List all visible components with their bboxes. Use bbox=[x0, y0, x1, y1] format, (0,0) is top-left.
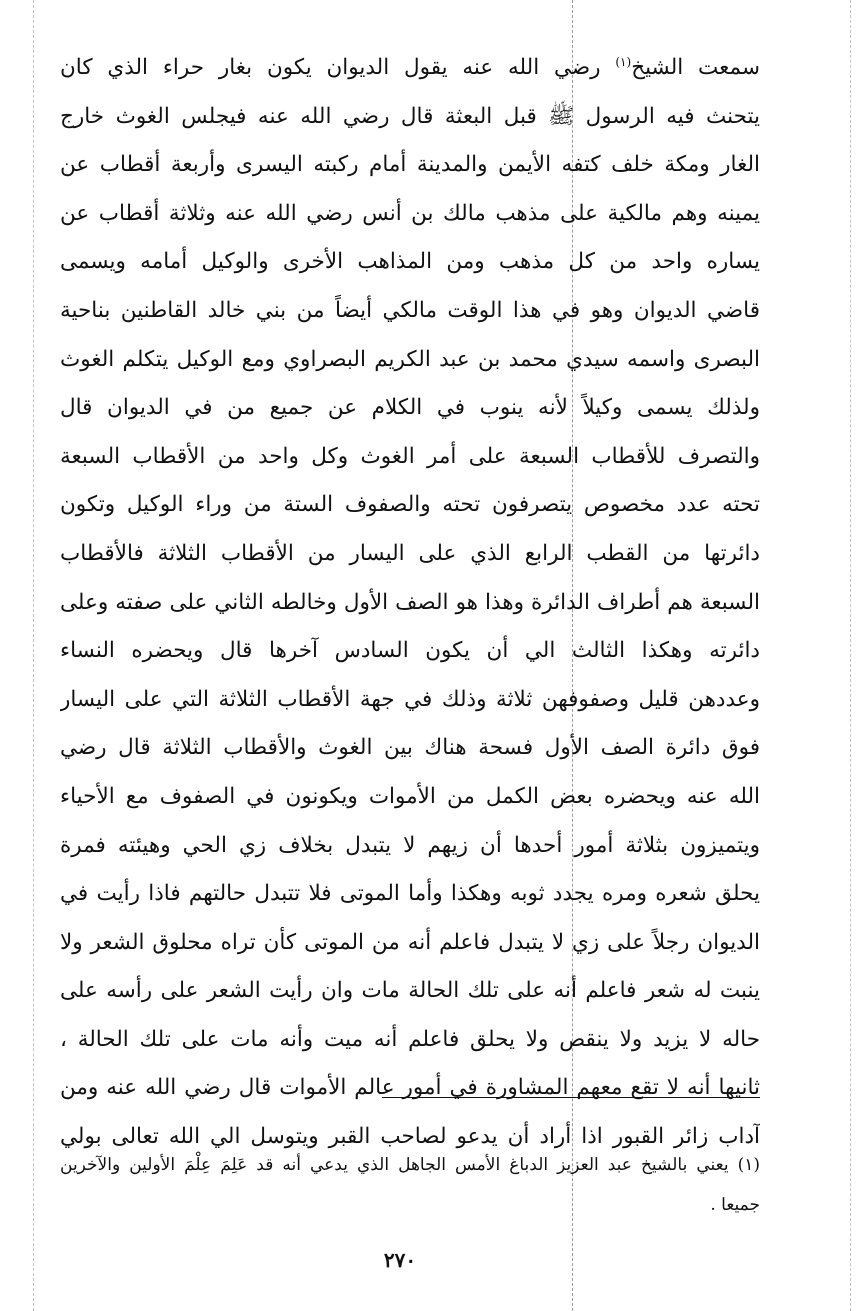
footnote-line-2: جميعا . bbox=[710, 1195, 760, 1215]
scan-edge-left bbox=[33, 0, 34, 1311]
footnote-marker[interactable]: (١) bbox=[615, 54, 632, 69]
text-line-1 bbox=[60, 44, 760, 93]
text-line-13: دائرته وهكذا الثالث الي أن يكون السادس آخرها قال ويحضره النساء bbox=[60, 638, 760, 664]
text-line-12: السبعة هم أطراف الدائرة وهذا هو الصف الأول وخالطه الثاني على صفته وعلى bbox=[60, 589, 760, 615]
text-line-15: فوق دائرة الصف الأول فسحة هناك بين الغوث والأقطاب الثلاثة قال رضي bbox=[60, 735, 760, 761]
footnote-block bbox=[60, 1145, 760, 1225]
text-line-14: وعددهن قليل وصفوفهن ثلاثة وذلك في جهة الأقطاب الثلاثة التي على اليسار bbox=[60, 686, 760, 712]
text-line-3: الغار ومكة خلف كتفه الأيمن والمدينة أمام ركبته اليسرى وأربعة أقطاب عن bbox=[60, 152, 760, 178]
text-line-18: يحلق شعره ومره يجدد ثوبه وهكذا وأما الموتى فلا تتبدل حالتهم فاذا رأيت في bbox=[60, 881, 760, 907]
footnote-line-1: (١) يعني بالشيخ عبد العزيز الدباغ الأمس الجاهل الذي يدعي أنه قد عَلِمَ عِلْمَ الأولين والآخرين bbox=[60, 1155, 760, 1175]
text-line-22: ثانيها أنه لا تقع معهم المشاورة في أمور عالم الأموات قال رضي الله عنه ومن bbox=[60, 1075, 760, 1101]
text-line-21: حاله لا يزيد ولا ينقص ولا يحلق فاعلم أنه ميت وأنه مات على تلك الحالة ، bbox=[60, 1026, 760, 1052]
text-line-9: والتصرف للأقطاب السبعة على أمر الغوث وكل واحد من الأقطاب السبعة bbox=[60, 443, 760, 469]
text-line-20: ينبت له شعر فاعلم أنه على تلك الحالة مات وان رأيت الشعر على رأسه على bbox=[60, 978, 760, 1004]
page-number: ٢٧٠ bbox=[383, 1248, 417, 1272]
text-line-10: تحته عدد مخصوص يتصرفون تحته والصفوف الستة من وراء الوكيل وتكون bbox=[60, 492, 760, 518]
text-line-8: ولذلك يسمى وكيلاً لأنه ينوب في الكلام عن جميع من في الديوان قال bbox=[60, 395, 760, 421]
text-line-23: آداب زائر القبور اذا أراد أن يدعو لصاحب القبر ويتوسل الي الله تعالى بولي bbox=[60, 1124, 760, 1150]
text-line-11: دائرتها من القطب الرابع الذي على اليسار من الأقطاب الثلاثة فالأقطاب bbox=[60, 540, 760, 566]
text-line-7: البصرى واسمه سيدي محمد بن عبد الكريم البصراوي ومع الوكيل يتكلم الغوث bbox=[60, 346, 760, 372]
scan-edge-right bbox=[850, 0, 851, 1311]
text-line-4: يمينه وهم مالكية على مذهب مالك بن أنس رضي الله عنه وثلاثة أقطاب عن bbox=[60, 200, 760, 226]
first-line-rest: رضي الله عنه يقول الديوان يكون بغار حراء الذي كان bbox=[60, 55, 601, 80]
text-line-19: الديوان رجلاً على زي لا يتبدل فاعلم أنه من الموتى كأن تراه محلوق الشعر ولا bbox=[60, 929, 760, 955]
text-line-16: الله عنه ويحضره بعض الكمل من الأموات ويكونون في الصفوف مع الأحياء bbox=[60, 783, 760, 809]
footnote-separator bbox=[382, 1097, 760, 1098]
text-line-2: يتحنث فيه الرسول ﷺ قبل البعثة قال رضي الله عنه فيجلس الغوث خارج bbox=[60, 103, 760, 129]
text-line-5: يساره واحد من كل مذهب ومن المذاهب الأخرى والوكيل أمامه ويسمى bbox=[60, 249, 760, 275]
text-line-6: قاضي الديوان وهو في هذا الوقت مالكي أيضاً من بني خالد القاطنين بناحية bbox=[60, 297, 760, 323]
text-line-17: ويتميزون بثلاثة أمور أحدها أن زيهم لا يتبدل بخلاف زي الحي وهيئته فمرة bbox=[60, 832, 760, 858]
main-text-block bbox=[60, 44, 760, 1162]
first-line-start: سمعت الشيخ bbox=[631, 55, 760, 80]
